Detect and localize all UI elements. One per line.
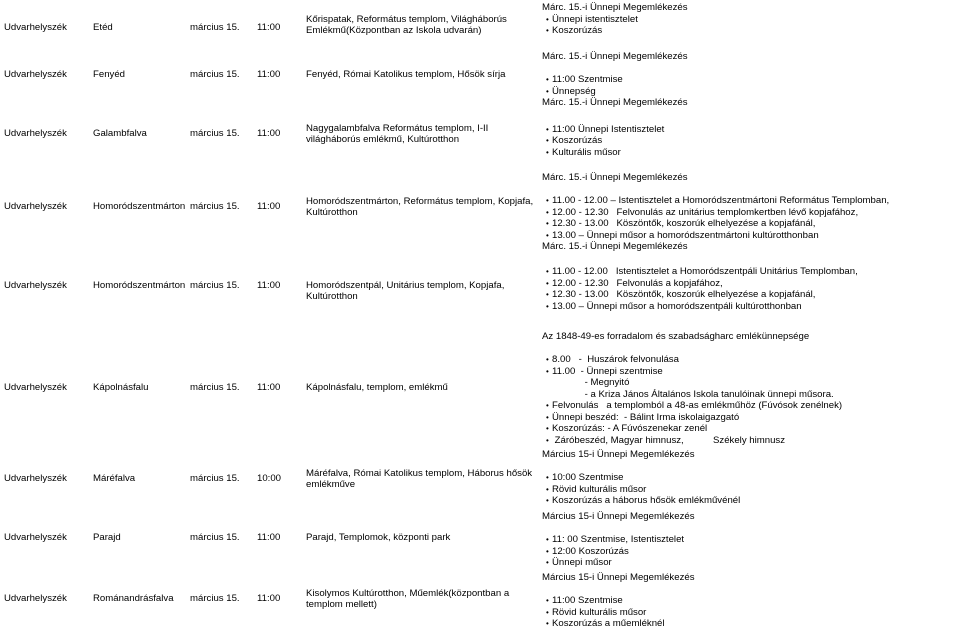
- program-cell: [542, 172, 960, 253]
- program-bullet-item: • Rövid kulturális műsor: [542, 484, 960, 496]
- program-line: - a Kriza János Általános Iskola tanulóinak ünnepi műsora.: [542, 388, 834, 400]
- program-bullet-item: • Felvonulás a templomból a 48-as emlékműhöz (Fúvósok zenélnek): [542, 400, 960, 412]
- program-line: Márc. 15.-i Ünnepi Megemlékezés: [542, 97, 688, 108]
- program-bullet-item: • 13.00 – Ünnepi műsor a homoródszentpáli kultúrotthonban: [542, 301, 960, 313]
- program-line: [542, 63, 960, 75]
- town-cell: Fenyéd: [93, 69, 125, 80]
- town-cell: Etéd: [93, 22, 113, 33]
- town-cell: Románandrásfalva: [93, 593, 174, 604]
- program-cell: [542, 572, 960, 630]
- location-cell: Homoródszentpál, Unitárius templom, Kopjafa, Kultúrotthon: [306, 280, 505, 302]
- county-cell: Udvarhelyszék: [4, 532, 67, 543]
- date-cell: március 15.: [190, 201, 240, 212]
- location-cell: Parajd, Templomok, központi park: [306, 532, 451, 543]
- town-cell: Máréfalva: [93, 473, 136, 484]
- program-line: [542, 461, 960, 473]
- town-cell: Homoródszentmárton: [93, 201, 186, 212]
- time-cell: 10:00: [257, 473, 282, 484]
- table-row: [0, 564, 960, 629]
- program-cell: [542, 449, 960, 507]
- program-line: [542, 523, 960, 535]
- program-bullet-item: • 12:00 Koszorúzás: [542, 546, 960, 558]
- date-cell: március 15.: [190, 22, 240, 33]
- program-cell: [542, 2, 960, 37]
- town-cell: Galambfalva: [93, 128, 147, 139]
- program-bullet-item: • Ünnepi műsor: [542, 557, 960, 569]
- program-line: Márc. 15.-i Ünnepi Megemlékezés: [542, 51, 688, 62]
- program-bullet-item: • 10:00 Szentmise: [542, 472, 960, 484]
- county-cell: Udvarhelyszék: [4, 473, 67, 484]
- location-cell: Kőrispatak, Református templom, Világháborús Emlékmű(Központban az Iskola udvarán): [306, 14, 507, 36]
- program-bullet-item: • Rövid kulturális műsor: [542, 607, 960, 619]
- time-cell: 11:00: [257, 69, 281, 80]
- county-cell: Udvarhelyszék: [4, 22, 67, 33]
- time-cell: 11:00: [257, 280, 281, 291]
- location-cell: Homoródszentmárton, Református templom, Kopjafa, Kultúrotthon: [306, 196, 534, 218]
- date-cell: március 15.: [190, 382, 240, 393]
- program-cell: [542, 112, 960, 158]
- location-cell: Nagygalambfalva Református templom, I-II világháborús emlékmű, Kultúrotthon: [306, 123, 489, 145]
- program-cell: [542, 511, 960, 569]
- date-cell: március 15.: [190, 128, 240, 139]
- program-cell: [542, 51, 960, 109]
- program-bullet-item: • 11.00 - Ünnepi szentmise: [542, 366, 960, 378]
- program-line: - Megnyitó: [542, 377, 630, 388]
- program-bullet-item: • Záróbeszéd, Magyar himnusz, Székely himnusz: [542, 435, 960, 447]
- program-line: Márc. 15.-i Ünnepi Megemlékezés: [542, 241, 688, 252]
- town-cell: Homoródszentmárton: [93, 280, 186, 291]
- program-line: Márc. 15.-i Ünnepi Megemlékezés: [542, 2, 688, 13]
- program-bullet-item: • Koszorúzás: [542, 135, 960, 147]
- county-cell: Udvarhelyszék: [4, 593, 67, 604]
- program-bullet-item: • 12.00 - 12.30 Felvonulás az unitárius templomkertben lévő kopjafához,: [542, 207, 960, 219]
- program-bullet-item: • 11.00 - 12.00 – Istentisztelet a Homoródszentmártoni Református Templomban,: [542, 195, 960, 207]
- county-cell: Udvarhelyszék: [4, 201, 67, 212]
- program-bullet-item: • Ünnepi beszéd: - Bálint Irma iskolaigazgató: [542, 412, 960, 424]
- program-line: Az 1848-49-es forradalom és szabadságharc emlékünnepsége: [542, 331, 810, 342]
- program-line: [542, 112, 960, 124]
- location-cell: Kápolnásfalu, templom, emlékmű: [306, 382, 448, 393]
- date-cell: március 15.: [190, 532, 240, 543]
- time-cell: 11:00: [257, 201, 281, 212]
- program-bullet-item: • Ünnepi istentisztelet: [542, 14, 960, 26]
- program-line: Március 15-i Ünnepi Megemlékezés: [542, 449, 695, 460]
- table-row: [0, 51, 960, 115]
- county-cell: Udvarhelyszék: [4, 128, 67, 139]
- program-bullet-item: • 12.30 - 13.00 Köszöntők, koszorúk elhelyezése a kopjafánál,: [542, 218, 960, 230]
- program-bullet-item: • Koszorúzás a háborus hősök emlékművénél: [542, 495, 960, 507]
- table-row: [0, 510, 960, 568]
- program-line: Márc. 15.-i Ünnepi Megemlékezés: [542, 172, 688, 183]
- time-cell: 11:00: [257, 382, 281, 393]
- table-row: [0, 320, 960, 446]
- county-cell: Udvarhelyszék: [4, 280, 67, 291]
- program-line: Március 15-i Ünnepi Megemlékezés: [542, 572, 695, 583]
- program-bullet-item: • 11.00 - 12.00 Istentisztelet a Homoródszentpáli Unitárius Templomban,: [542, 266, 960, 278]
- program-bullet-item: • 13.00 – Ünnepi műsor a homoródszentmártoni kultúrotthonban: [542, 230, 960, 242]
- program-bullet-item: • Kulturális műsor: [542, 147, 960, 159]
- date-cell: március 15.: [190, 473, 240, 484]
- program-bullet-item: • 12.30 - 13.00 Köszöntők, koszorúk elhelyezése a kopjafánál,: [542, 289, 960, 301]
- table-row: [0, 244, 960, 320]
- location-cell: Máréfalva, Római Katolikus templom, Háborus hősök emlékműve: [306, 468, 533, 490]
- table-row: [0, 168, 960, 252]
- program-bullet-item: • 11:00 Szentmise: [542, 74, 960, 86]
- program-bullet-item: • 11:00 Szentmise: [542, 595, 960, 607]
- program-bullet-item: • 12.00 - 12.30 Felvonulás a kopjafához,: [542, 278, 960, 290]
- table-row: [0, 115, 960, 168]
- county-cell: Udvarhelyszék: [4, 69, 67, 80]
- time-cell: 11:00: [257, 128, 281, 139]
- program-bullet-item: • Ünnepség: [542, 86, 960, 98]
- town-cell: Kápolnásfalu: [93, 382, 149, 393]
- location-cell: Fenyéd, Római Katolikus templom, Hősök sírja: [306, 69, 506, 80]
- program-line: [542, 184, 960, 196]
- program-line: [542, 343, 960, 355]
- program-cell: [542, 266, 960, 312]
- date-cell: március 15.: [190, 69, 240, 80]
- time-cell: 11:00: [257, 22, 281, 33]
- program-bullet-item: • Koszorúzás a műemléknél: [542, 618, 960, 630]
- program-bullet-item: • Koszorúzás: - A Fúvószenekar zenél: [542, 423, 960, 435]
- program-bullet-item: • 11: 00 Szentmise, Istentisztelet: [542, 534, 960, 546]
- town-cell: Parajd: [93, 532, 121, 543]
- time-cell: 11:00: [257, 532, 281, 543]
- date-cell: március 15.: [190, 280, 240, 291]
- time-cell: 11:00: [257, 593, 281, 604]
- program-bullet-item: • Koszorúzás: [542, 25, 960, 37]
- date-cell: március 15.: [190, 593, 240, 604]
- county-cell: Udvarhelyszék: [4, 382, 67, 393]
- program-bullet-item: • 11:00 Ünnepi Istentisztelet: [542, 124, 960, 136]
- program-cell: [542, 331, 960, 446]
- program-bullet-item: • 8.00 - Huszárok felvonulása: [542, 354, 960, 366]
- table-row: [0, 446, 960, 510]
- program-line: [542, 584, 960, 596]
- program-line: Március 15-i Ünnepi Megemlékezés: [542, 511, 695, 522]
- location-cell: Kisolymos Kultúrotthon, Műemlék(központban a templom mellett): [306, 588, 510, 610]
